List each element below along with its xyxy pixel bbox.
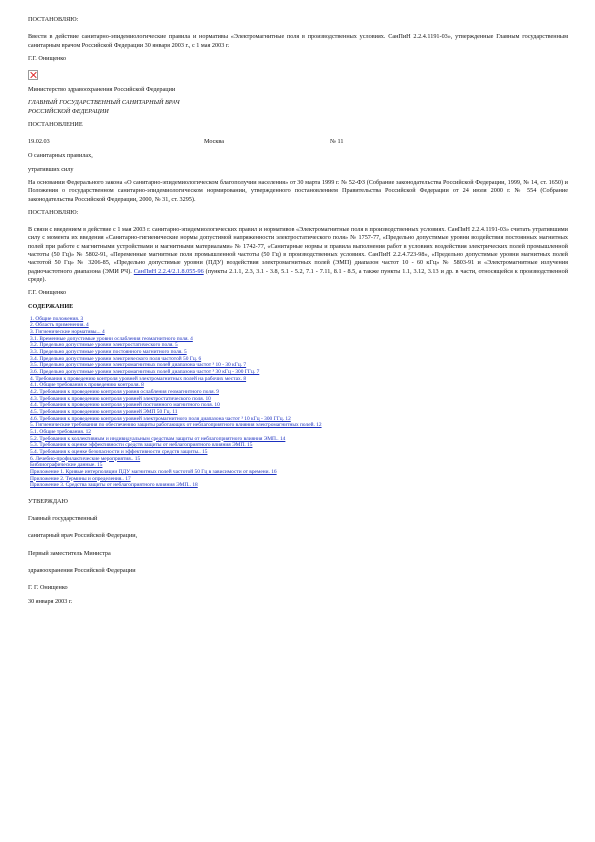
void-line: утративших силу xyxy=(28,165,74,173)
toc-link[interactable]: 5.4. Требования к оценке безопасности и эффективности средств защиты.. 15 xyxy=(30,448,208,455)
toc-link[interactable]: 4.5. Требования к проведению контроля уровней ЭМП 50 Гц. 11 xyxy=(30,409,178,416)
approve-line: здравоохранения Российской Федерации xyxy=(28,567,136,575)
toc-link[interactable]: 2. Область применения. 4 xyxy=(30,322,89,329)
toc-link[interactable]: 3.6. Предельно допустимые уровни электромагнитных полей диапазона частот ³ 30 кГц - 300 ГГц. 7 xyxy=(30,369,260,376)
basis-paragraph: На основании Федерального закона «О санитарно-эпидемиологическом благополучии населения» от 30 марта 1999 г. № 52-ФЗ (Собрание законодательства Российской Федерации, 1999, № 14, ст. 1650) и Положения о государственном санитарно-эпидемиологическом нормировании, утвержденного постановлением Правительства Российской Федерации от 24 июля 2000 г. № 554 (Собрание законодательства Российской Федерации, 2000, № 31, ст. 3295). xyxy=(28,178,568,203)
toc-link[interactable]: 4.6. Требования к проведению контроля уровней электромагнитного поля диапазона частот ³ 10 кГц - 300 ГГц. 12 xyxy=(30,415,291,422)
toc-link[interactable]: 4. Требования к проведению контроля уровней электромагнитных полей на рабочих местах. 8 xyxy=(30,375,247,382)
broken-image-icon xyxy=(28,70,38,80)
signature-2: Г.Г. Онищенко xyxy=(28,289,67,297)
signature-1: Г.Г. Онищенко xyxy=(28,54,67,62)
table-of-contents xyxy=(30,316,568,489)
about-line: О санитарных правилах, xyxy=(28,152,93,160)
toc-link[interactable]: 3.3. Предельно допустимые уровни постоянного магнитного поля. 5 xyxy=(30,349,187,356)
toc-link[interactable]: 3. Гигиенические нормативы... 4 xyxy=(30,329,105,336)
toc-link[interactable]: 3.2. Предельно допустимые уровни электростатического поля. 5 xyxy=(30,342,178,349)
approve-line: Главный государственный xyxy=(28,515,98,523)
toc-link[interactable]: 3.5. Предельно допустимые уровни электромагнитных полей диапазона частот ³ 10 - 30 кГц. 7 xyxy=(30,362,247,369)
resolve-text-part-2: (пункты 2.1.1, 2.3, 3.1 - 3.8, 5.1 - 5.2, 7.1 - 7.11, 8.1 - 8.5, а также пункты 1.1, 3.12, 3.13 и др. в части, относящейся к производственной среде). xyxy=(28,267,569,283)
decree-number: № 11 xyxy=(330,138,344,146)
toc-link[interactable]: 1. Общие положения. 3 xyxy=(30,315,84,322)
toc-link[interactable]: Приложение 1. Кривые интерполяции ПДУ магнитных полей частотой 50 Гц в зависимости от времени. 16 xyxy=(30,468,277,475)
toc-link[interactable]: 4.2. Требования к проведению контроля уровня ослабления геомагнитного поля. 9 xyxy=(30,389,219,396)
contents-header: СОДЕРЖАНИЕ xyxy=(28,302,74,310)
approve-line: Первый заместитель Министра xyxy=(28,549,111,557)
toc-link[interactable]: Библиографические данные. 15 xyxy=(30,462,103,469)
top-header: ПОСТАНОВЛЯЮ: xyxy=(28,16,79,23)
toc-link[interactable]: 6. Лечебно-профилактические мероприятия.. 15 xyxy=(30,455,141,462)
chief-doctor-line-2: РОССИЙСКОЙ ФЕДЕРАЦИИ xyxy=(28,107,109,115)
toc-link[interactable]: 5.3. Требования к оценке эффективности средств защиты от неблагоприятного влияния ЭМП. 15 xyxy=(30,442,253,449)
toc-link[interactable]: 4.3. Требования к проведению контроля уровней электростатического поля. 10 xyxy=(30,395,211,402)
intro-paragraph: Ввести в действие санитарно-эпидемиологические правила и нормативы «Электромагнитные поля в производственных условиях. СанПиН 2.2.4.1191-03», утвержденные Главным государственным санитарным врачом Российской Федерации 30 января 2003 г., с 1 мая 2003 г. xyxy=(28,33,568,49)
toc-link[interactable]: 4.1. Общие требования к проведению контроля. 8 xyxy=(30,382,144,389)
document-page xyxy=(28,16,568,606)
toc-link[interactable]: 5. Гигиенические требования по обеспечению защиты работающих от неблагоприятного влияния электромагнитных полей. 12 xyxy=(30,422,322,429)
approve-line: санитарный врач Российской Федерации, xyxy=(28,532,138,540)
decree-title: ПОСТАНОВЛЕНИЕ xyxy=(28,121,83,129)
resolve-paragraph xyxy=(28,226,568,284)
decree-date: 19.02.03 xyxy=(28,138,50,146)
toc-link[interactable]: Приложение 3. Средства защиты от неблагоприятного влияния ЭМП.. 18 xyxy=(30,482,198,489)
toc-link[interactable]: 3.1. Временные допустимые уровни ослабления геомагнитного поля. 4 xyxy=(30,335,193,342)
approve-header: УТВЕРЖДАЮ xyxy=(28,497,68,505)
resolve-text-part-1: В связи с введением в действие с 1 мая 2003 г. санитарно-эпидемиологических правил и нормативов «Электромагнитные поля в производственных условиях. СанПиН 2.2.4.1191-03» считать утратившими силу с момента их введения «Санитарно-гигиенические нормы допустимой напряженности электростатического поля» № 1757-77, «Предельно допустимые уровни воздействия постоянных магнитных полей при работе с магнитными устройствами и магнитными материалами» № 1742-77, «Санитарные нормы и правила выполнения работ в условиях воздействия электрических полей промышленной частоты (50 Гц)» № 5802-91, «Переменные магнитные поля промышленной частоты (50 Гц) в производственных условиях. СанПиН 2.2.4.723-98», «Предельно допустимые уровни магнитных полей частотой 50 Гц» № 3206-85, «Предельно допустимые уровни (ПДУ) воздействия электромагнитных полей (ЭМП) диапазон частот 10 - 60 кГц» № 5803-91 и «Электромагнитные излучения радиочастотного диапазона (ЭМИ РЧ). xyxy=(28,226,568,275)
toc-link[interactable]: 4.4. Требования к проведению контроля уровней постоянного магнитного поля. 10 xyxy=(30,402,220,409)
sanpin-link[interactable]: СанПиН 2.2.4/2.1.8.055-96 xyxy=(133,267,204,275)
decree-meta-row xyxy=(28,138,568,147)
toc-link[interactable]: 5.1. Общие требования. 12 xyxy=(30,428,91,435)
decree-city: Москва xyxy=(204,138,224,146)
chief-doctor-line-1: ГЛАВНЫЙ ГОСУДАРСТВЕННЫЙ САНИТАРНЫЙ ВРАЧ xyxy=(28,99,180,107)
approve-signature: Г. Г. Онищенко xyxy=(28,584,68,592)
ministry-name: Министерство здравоохранения Российской Федерации xyxy=(28,86,176,94)
resolve-header: ПОСТАНОВЛЯЮ: xyxy=(28,208,79,216)
toc-link[interactable]: Приложение 2. Термины и определения.. 17 xyxy=(30,475,131,482)
toc-link[interactable]: 5.2. Требования к коллективным и индивидуальным средствам защиты от неблагоприятного влияния ЭМП.. 14 xyxy=(30,435,286,442)
approve-date: 30 января 2003 г. xyxy=(28,597,73,605)
toc-link[interactable]: 3.4. Предельно допустимые уровни электрического поля частотой 50 Гц. 6 xyxy=(30,355,202,362)
